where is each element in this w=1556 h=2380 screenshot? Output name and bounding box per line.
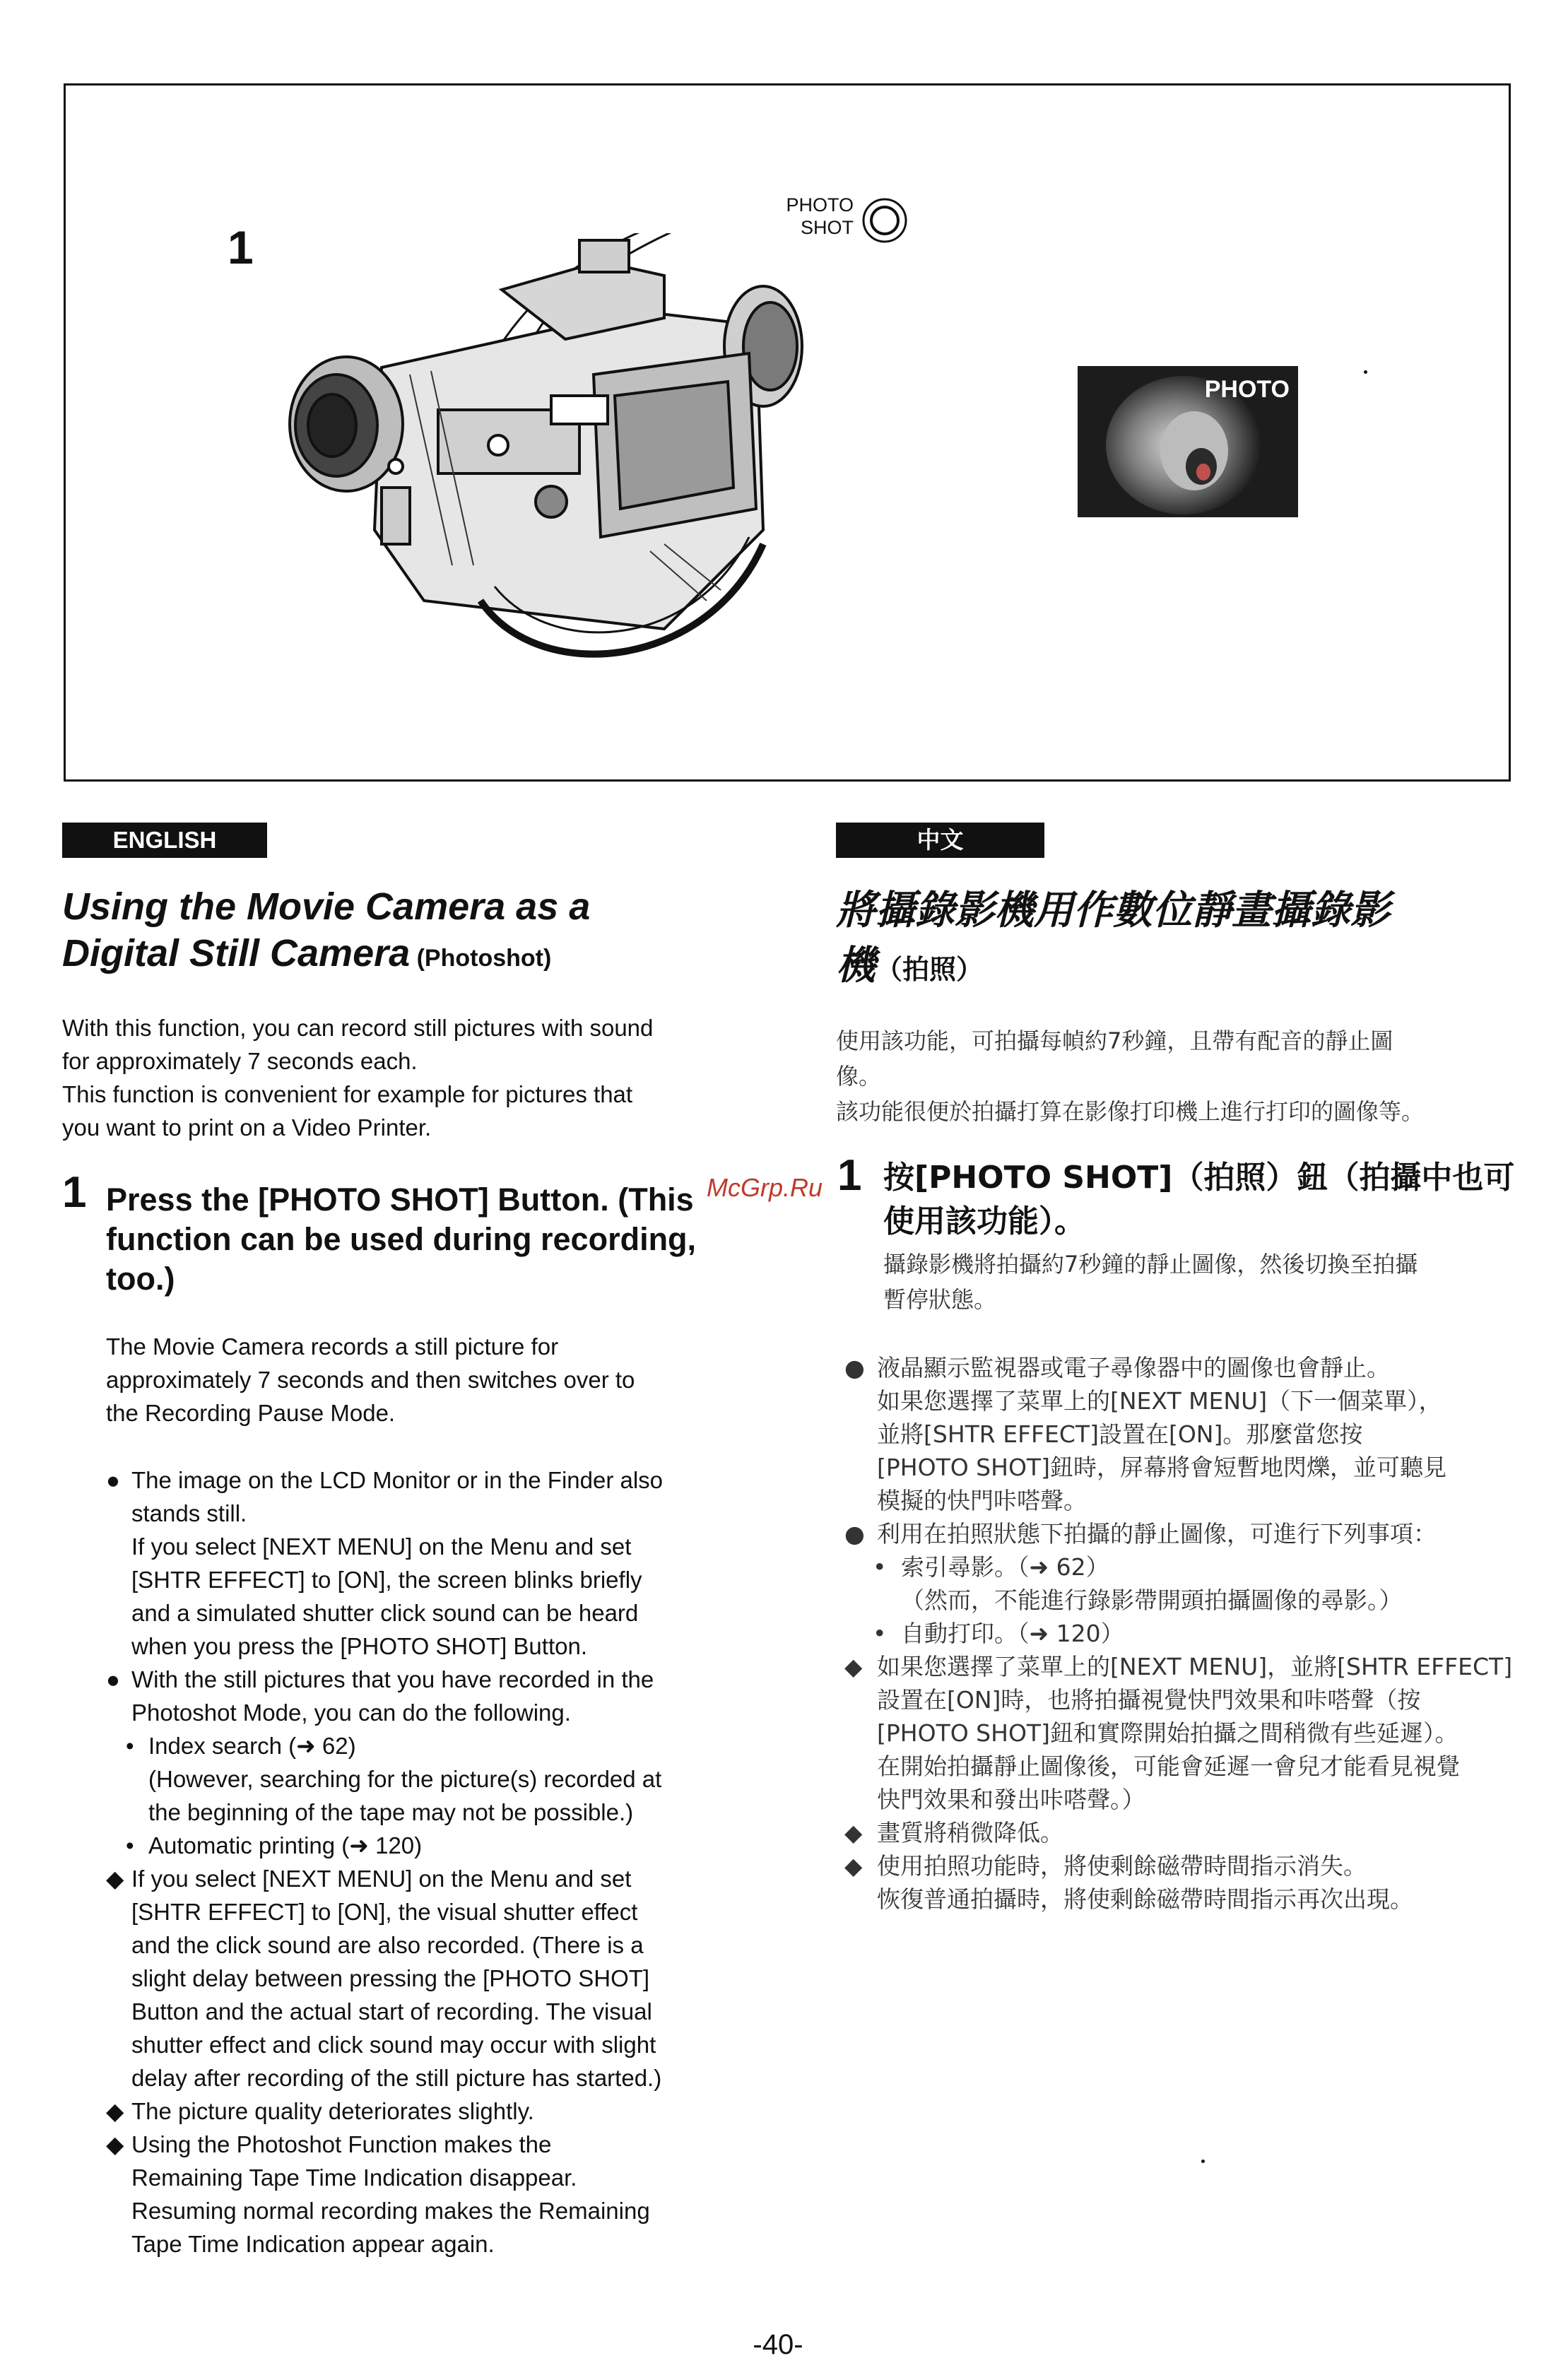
note-text: Tape Time Indication appear again. <box>131 2231 495 2257</box>
page-number: -40- <box>753 2329 803 2360</box>
bullet-marker-icon: ● <box>844 1354 865 1382</box>
chinese-badge: 中文 <box>836 823 1044 858</box>
english-intro-line: you want to print on a Video Printer. <box>62 1114 432 1141</box>
note-text: 如果您選擇了菜單上的[NEXT MENU]（下一個菜單）， <box>877 1387 1442 1415</box>
note-text: slight delay between pressing the [PHOTO SHOT] <box>131 1965 650 1991</box>
note-text: 液晶顯示監視器或電子尋像器中的圖像也會靜止。 <box>877 1354 1390 1382</box>
english-intro-line: This function is convenient for example for pictures that <box>62 1081 633 1107</box>
note-line <box>844 1883 1523 1916</box>
note-line <box>106 1796 756 1829</box>
note-text: 在開始拍攝靜止圖像後，可能會延遲一會兒才能看見視覺 <box>877 1752 1460 1780</box>
note-line <box>106 2161 756 2194</box>
note-text: 並將[SHTR EFFECT]設置在[ON]。那麼當您按 <box>877 1420 1363 1448</box>
english-title-line2: Digital Still Camera <box>62 932 411 974</box>
note-text: and a simulated shutter click sound can be heard <box>131 1600 639 1626</box>
note-line <box>106 2028 756 2061</box>
note-line <box>106 1596 756 1630</box>
note-text: 如果您選擇了菜單上的[NEXT MENU]，並將[SHTR EFFECT] <box>877 1653 1513 1680</box>
chinese-step-body <box>883 1247 1519 1317</box>
note-text: 模擬的快門咔嗒聲。 <box>877 1487 1087 1514</box>
note-text: 恢復普通拍攝時，將使剩餘磁帶時間指示再次出現。 <box>877 1885 1413 1913</box>
bullet-marker-icon: ◆ <box>844 1653 863 1680</box>
note-line <box>106 1862 756 1895</box>
note-line <box>106 1630 756 1663</box>
note-line <box>106 1962 756 1995</box>
note-text: If you select [NEXT MENU] on the Menu and set <box>131 1533 632 1560</box>
photo-shot-label-line1: PHOTO <box>786 194 854 216</box>
bullet-marker-icon: ◆ <box>106 2098 124 2124</box>
note-line <box>106 1497 756 1530</box>
note-line <box>106 1463 756 1497</box>
english-badge: ENGLISH <box>62 823 267 858</box>
note-text: Automatic printing (➜ 120) <box>148 1832 423 1858</box>
chinese-step-title-line: 使用該功能）。 <box>883 1203 1085 1239</box>
chinese-intro-line: 像。 <box>836 1063 882 1090</box>
bullet-marker-icon: • <box>873 1620 887 1647</box>
chinese-intro <box>836 1023 1514 1129</box>
chinese-step-body-line: 攝錄影機將拍攝約7秒鐘的靜止圖像，然後切換至拍攝 <box>883 1251 1418 1278</box>
english-intro-line: for approximately 7 seconds each. <box>62 1048 418 1074</box>
photo-shot-button-icon <box>861 196 909 245</box>
note-line <box>106 2061 756 2095</box>
watermark: McGrp.Ru <box>707 1173 823 1202</box>
photo-shot-label-line2: SHOT <box>800 217 854 238</box>
note-text: 設置在[ON]時，也將拍攝視覺快門效果和咔嗒聲（按 <box>877 1686 1421 1714</box>
scan-speck <box>1201 2160 1205 2163</box>
photo-shot-button-label <box>783 194 854 239</box>
bullet-marker-icon: ● <box>844 1520 865 1548</box>
note-line <box>106 1663 756 1696</box>
chinese-title <box>836 883 1514 997</box>
note-text: Using the Photoshot Function makes the <box>131 2131 552 2157</box>
note-line <box>844 1550 1523 1584</box>
note-text: Resuming normal recording makes the Remaining <box>131 2198 650 2224</box>
note-text: The picture quality deteriorates slightly. <box>131 2098 534 2124</box>
lcd-still-image <box>1078 366 1298 517</box>
english-step-body-line: The Movie Camera records a still picture for <box>106 1333 559 1360</box>
note-text: [PHOTO SHOT]鈕時，屏幕將會短暫地閃爍，並可聽見 <box>877 1454 1446 1481</box>
note-line <box>844 1351 1523 1384</box>
note-text: Button and the actual start of recording. The visual <box>131 1998 652 2025</box>
english-step-title-line: function can be used during recording, <box>106 1221 697 1257</box>
note-line <box>106 1829 756 1862</box>
note-line <box>844 1650 1523 1683</box>
note-text: 自動打印。（➜ 120） <box>901 1620 1124 1647</box>
note-text: （然而，不能進行錄影帶開頭拍攝圖像的尋影。） <box>901 1586 1403 1614</box>
note-line <box>844 1716 1523 1750</box>
note-line <box>844 1617 1523 1650</box>
bullet-marker-icon: ◆ <box>844 1819 863 1846</box>
bullet-marker-icon: ◆ <box>106 1866 124 1892</box>
note-text: and the click sound are also recorded. (There is a <box>131 1932 644 1958</box>
bullet-marker-icon: ● <box>106 1666 120 1692</box>
english-step-body-line: approximately 7 seconds and then switches over to <box>106 1367 635 1393</box>
bullet-marker-icon: ◆ <box>106 2131 124 2157</box>
english-title-line1: Using the Movie Camera as a <box>62 885 591 928</box>
scan-speck <box>1364 370 1367 374</box>
chinese-step-title <box>883 1156 1519 1244</box>
note-text: stands still. <box>131 1500 247 1526</box>
chinese-title-line2: 機 <box>836 943 876 989</box>
english-step-title <box>106 1180 742 1299</box>
lcd-photo-indicator: PHOTO <box>1204 376 1290 403</box>
note-line <box>844 1849 1523 1883</box>
bullet-marker-icon: • <box>126 1733 134 1759</box>
note-text: 利用在拍照狀態下拍攝的靜止圖像，可進行下列事項： <box>877 1520 1437 1548</box>
note-line <box>844 1783 1523 1816</box>
note-line <box>844 1451 1523 1484</box>
note-text: shutter effect and click sound may occur with slight <box>131 2032 656 2058</box>
chinese-step-number: 1 <box>837 1151 862 1200</box>
note-line <box>844 1484 1523 1517</box>
note-text: Remaining Tape Time Indication disappear. <box>131 2164 577 2191</box>
figure-step-number: 1 <box>228 221 254 273</box>
note-line <box>106 2227 756 2261</box>
note-line <box>106 2128 756 2161</box>
note-line <box>844 1517 1523 1550</box>
english-step-body <box>106 1330 742 1430</box>
bullet-marker-icon: ◆ <box>844 1852 863 1880</box>
chinese-step-title-line: 按[PHOTO SHOT]（拍照）鈕（拍攝中也可 <box>883 1160 1515 1196</box>
note-text: [SHTR EFFECT] to [ON], the visual shutter effect <box>131 1899 638 1925</box>
english-step-title-line: Press the [PHOTO SHOT] Button. (This <box>106 1182 694 1218</box>
chinese-title-suffix: （拍照） <box>876 954 984 985</box>
note-line <box>106 1696 756 1729</box>
english-step-body-line: the Recording Pause Mode. <box>106 1400 396 1426</box>
camcorder-illustration <box>269 233 820 685</box>
english-step-number: 1 <box>62 1168 87 1217</box>
note-line <box>844 1683 1523 1716</box>
note-line <box>106 1895 756 1928</box>
note-text: 快門效果和發出咔嗒聲。） <box>877 1786 1145 1813</box>
chinese-notes-list <box>844 1351 1523 1916</box>
note-line <box>844 1384 1523 1418</box>
note-line <box>844 1584 1523 1617</box>
note-text: 使用拍照功能時，將使剩餘磁帶時間指示消失。 <box>877 1852 1367 1880</box>
note-line <box>106 2194 756 2227</box>
english-title-suffix: (Photoshot) <box>410 945 552 972</box>
english-title <box>62 883 769 982</box>
note-text: If you select [NEXT MENU] on the Menu and set <box>131 1866 632 1892</box>
note-text: when you press the [PHOTO SHOT] Button. <box>131 1633 587 1659</box>
note-text: The image on the LCD Monitor or in the Finder also <box>131 1467 664 1493</box>
note-text: Photoshot Mode, you can do the following. <box>131 1699 571 1726</box>
chinese-title-line1: 將攝錄影機用作數位靜畫攝錄影 <box>836 888 1390 933</box>
note-line <box>106 2095 756 2128</box>
note-line <box>844 1750 1523 1783</box>
english-intro-line: With this function, you can record still pictures with sound <box>62 1015 654 1041</box>
note-text: (However, searching for the picture(s) recorded at <box>148 1766 662 1792</box>
chinese-intro-line: 該功能很便於拍攝打算在影像打印機上進行打印的圖像等。 <box>836 1098 1425 1125</box>
note-line <box>106 1530 756 1563</box>
note-text: [SHTR EFFECT] to [ON], the screen blinks briefly <box>131 1567 642 1593</box>
note-text: 索引尋影。（➜ 62） <box>901 1553 1109 1581</box>
note-line <box>106 1762 756 1796</box>
chinese-step-body-line: 暫停狀態。 <box>883 1286 997 1313</box>
english-intro <box>62 1011 769 1144</box>
note-line <box>106 1729 756 1762</box>
note-line <box>844 1418 1523 1451</box>
note-line <box>844 1816 1523 1849</box>
note-text: delay after recording of the still picture has started.) <box>131 2065 662 2091</box>
bullet-marker-icon: ● <box>106 1467 120 1493</box>
note-text: With the still pictures that you have recorded in the <box>131 1666 654 1692</box>
note-text: the beginning of the tape may not be possible.) <box>148 1799 634 1825</box>
note-text: 畫質將稍微降低。 <box>877 1819 1063 1846</box>
note-text: Index search (➜ 62) <box>148 1733 356 1759</box>
note-line <box>106 1928 756 1962</box>
note-text: [PHOTO SHOT]鈕和實際開始拍攝之間稍微有些延遲）。 <box>877 1719 1458 1747</box>
chinese-intro-line: 使用該功能，可拍攝每幀約7秒鐘，且帶有配音的靜止圖 <box>836 1027 1393 1054</box>
note-line <box>106 1995 756 2028</box>
bullet-marker-icon: • <box>126 1832 134 1858</box>
english-step-title-line: too.) <box>106 1261 175 1297</box>
bullet-marker-icon: • <box>873 1553 887 1581</box>
english-notes-list <box>106 1463 756 2261</box>
note-line <box>106 1563 756 1596</box>
